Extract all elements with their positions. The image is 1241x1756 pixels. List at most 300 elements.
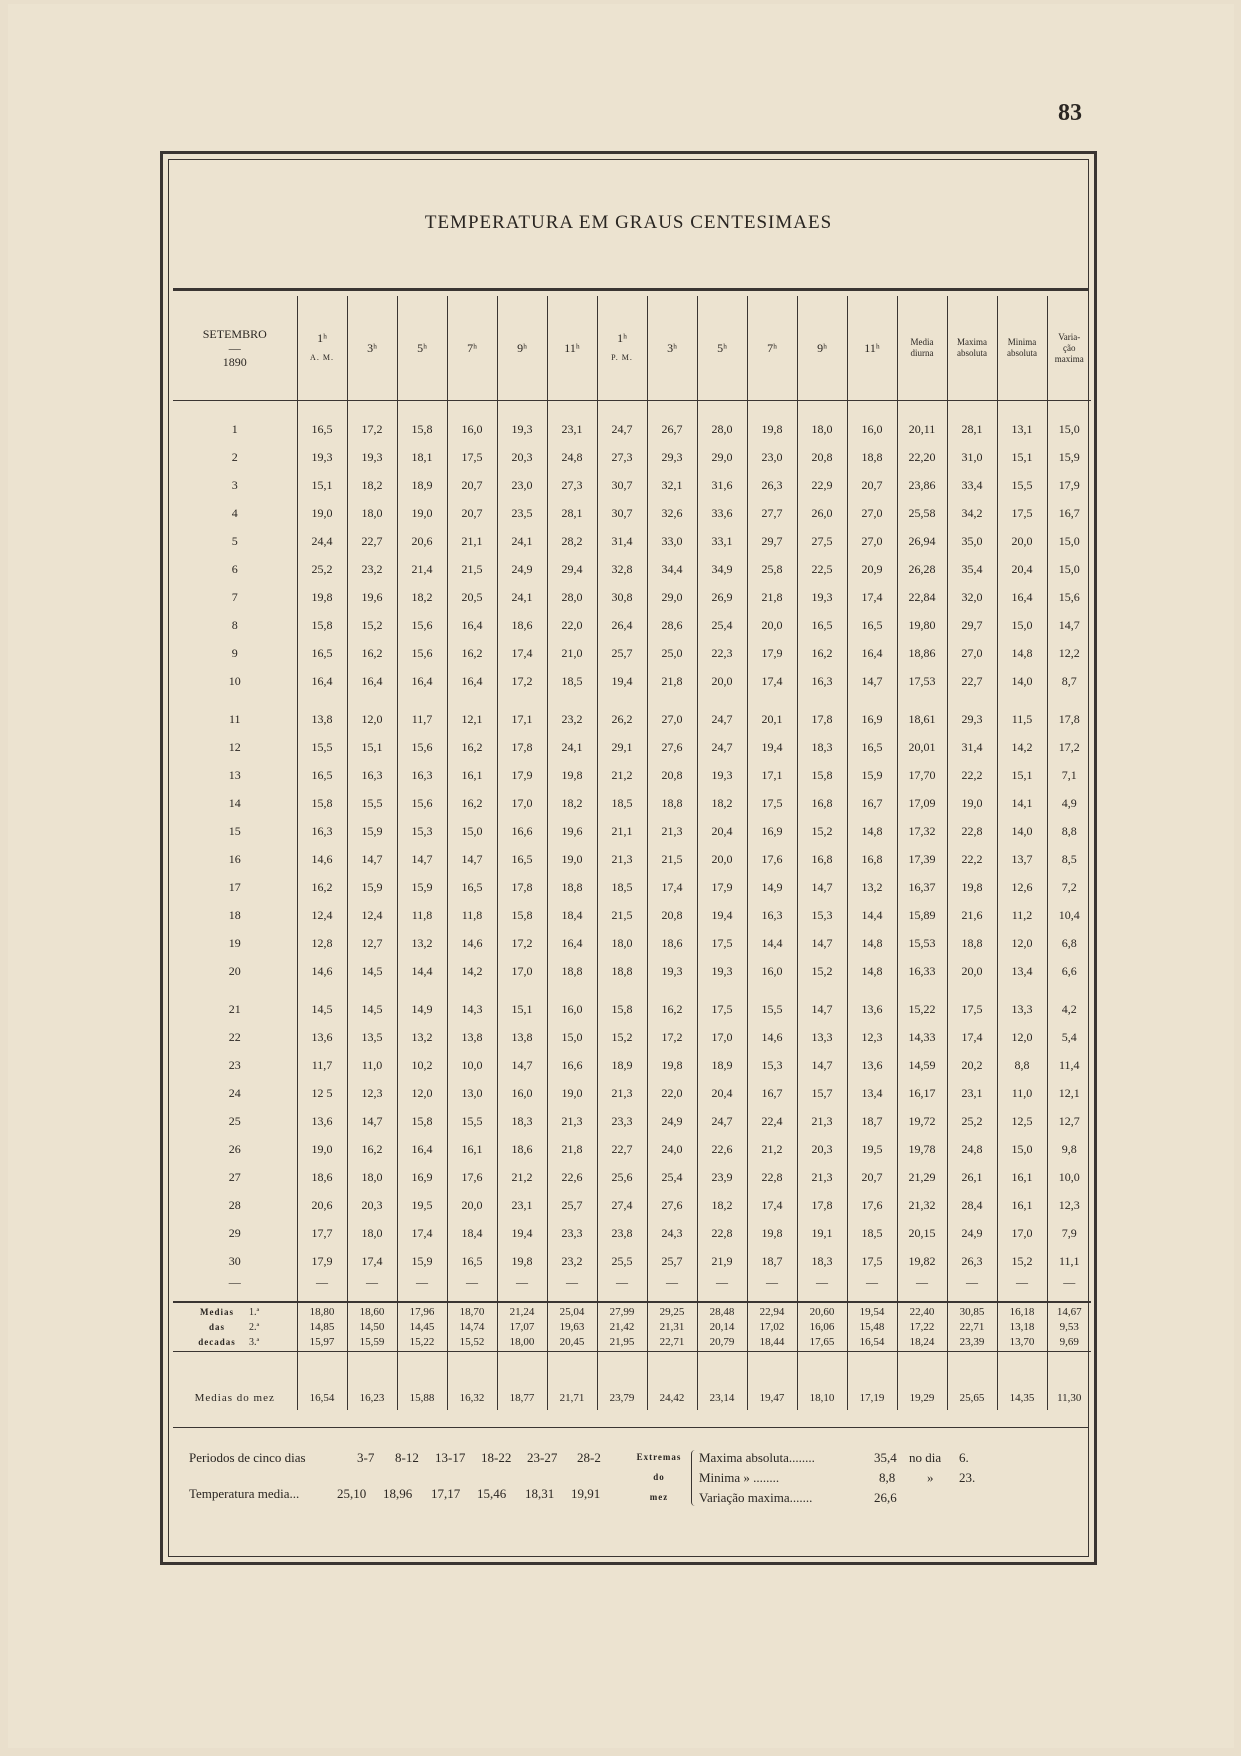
value-cell: 31,0	[947, 443, 997, 471]
decada-mark: 3.ª	[249, 1336, 260, 1348]
value-cell: 14,4	[747, 929, 797, 957]
decada-value: 22,71	[659, 1335, 685, 1348]
value-cell: 19,5	[847, 1135, 897, 1163]
table-row	[173, 985, 1091, 1023]
value-cell: 31,4	[597, 527, 647, 555]
value-cell: 18,8	[947, 929, 997, 957]
value-cell: 17,8	[797, 695, 847, 733]
dash-cell: —	[997, 1275, 1047, 1302]
decada-line	[185, 1320, 297, 1335]
value-cell: 15,8	[797, 761, 847, 789]
value-cell: 17,9	[297, 1247, 347, 1275]
value-cell: 20,3	[797, 1135, 847, 1163]
value-cell: 11,8	[447, 901, 497, 929]
value-cell: 12,0	[347, 695, 397, 733]
maxima-absoluta-label: Maxima absoluta........	[699, 1450, 815, 1465]
decada-cell	[497, 1302, 547, 1352]
value-cell: 23,2	[547, 1247, 597, 1275]
value-cell: 22,6	[697, 1135, 747, 1163]
value-cell: 15,0	[1047, 401, 1091, 444]
value-cell: 17,9	[747, 639, 797, 667]
value-cell: 30,7	[597, 499, 647, 527]
value-cell: 17,9	[1047, 471, 1091, 499]
value-cell: 20,1	[747, 695, 797, 733]
value-cell: 26,3	[947, 1247, 997, 1275]
value-cell: 14,33	[897, 1023, 947, 1051]
value-cell: 16,0	[497, 1079, 547, 1107]
value-cell: 15,6	[1047, 583, 1091, 611]
value-cell: 22,0	[647, 1079, 697, 1107]
decada-value: 9,53	[1059, 1320, 1079, 1333]
value-cell: 15,8	[397, 1107, 447, 1135]
table-row	[173, 1219, 1091, 1247]
day-cell: 17	[228, 879, 241, 894]
decada-line	[185, 1305, 297, 1320]
value-cell: 17,4	[747, 1191, 797, 1219]
value-cell: 20,3	[347, 1191, 397, 1219]
value-cell: 32,0	[947, 583, 997, 611]
value-cell: 7,1	[1047, 761, 1091, 789]
value-cell: 13,5	[347, 1023, 397, 1051]
value-cell: 18,0	[347, 1219, 397, 1247]
value-cell: 17,2	[497, 667, 547, 695]
value-cell: 13,6	[297, 1023, 347, 1051]
value-cell: 28,6	[647, 611, 697, 639]
mez-value: 21,71	[547, 1352, 597, 1411]
value-cell: 28,0	[547, 583, 597, 611]
decada-cell	[397, 1302, 447, 1352]
hour-header: 9ʰ	[497, 296, 547, 401]
periodo-value: 28-2	[577, 1450, 601, 1465]
value-cell: 11,7	[297, 1051, 347, 1079]
mez-value: 18,10	[797, 1352, 847, 1411]
variacao-maxima-label: Variação maxima.......	[699, 1490, 813, 1505]
decada-value: 14,45	[409, 1320, 435, 1333]
decada-cell	[447, 1302, 497, 1352]
decada-value: 21,42	[609, 1320, 635, 1333]
value-cell: 20,01	[897, 733, 947, 761]
decada-cell	[347, 1302, 397, 1352]
decada-cell	[897, 1302, 947, 1352]
value-cell: 16,4	[997, 583, 1047, 611]
decada-cell	[647, 1302, 697, 1352]
value-cell: 8,8	[1047, 817, 1091, 845]
value-cell: 17,8	[797, 1191, 847, 1219]
decada-cell	[597, 1302, 647, 1352]
value-cell: 14,8	[847, 817, 897, 845]
medias-decadas-row	[173, 1302, 1091, 1352]
value-cell: 11,0	[347, 1051, 397, 1079]
value-cell: 19,0	[397, 499, 447, 527]
decada-value: 15,52	[459, 1335, 485, 1348]
value-cell: 16,2	[447, 789, 497, 817]
value-cell: 20,8	[647, 901, 697, 929]
decada-label: decadas	[198, 1336, 236, 1347]
value-cell: 24,7	[597, 401, 647, 444]
day-cell: 28	[228, 1197, 241, 1212]
value-cell: 22,3	[697, 639, 747, 667]
value-cell: 29,4	[547, 555, 597, 583]
mez-value: 19,29	[897, 1352, 947, 1411]
year-label: 1890	[222, 355, 247, 369]
temperature-table	[173, 296, 1091, 1410]
value-cell: 13,2	[397, 1023, 447, 1051]
value-cell: 14,0	[997, 817, 1047, 845]
value-cell: 20,8	[797, 443, 847, 471]
value-cell: 14,6	[447, 929, 497, 957]
value-cell: 4,9	[1047, 789, 1091, 817]
value-cell: 14,7	[797, 929, 847, 957]
hour-header: 1ʰ P. M.	[597, 296, 647, 401]
value-cell: 18,8	[597, 957, 647, 985]
value-cell: 16,9	[747, 817, 797, 845]
value-cell: 18,6	[297, 1163, 347, 1191]
value-cell: 15,2	[997, 1247, 1047, 1275]
value-cell: 19,8	[947, 873, 997, 901]
value-cell: 18,61	[897, 695, 947, 733]
value-cell: 21,3	[647, 817, 697, 845]
value-cell: 17,32	[897, 817, 947, 845]
minima-absoluta-day: 23.	[959, 1470, 976, 1485]
value-cell: 20,6	[397, 527, 447, 555]
value-cell: 29,0	[647, 583, 697, 611]
table-row	[173, 555, 1091, 583]
mez-value: 25,65	[947, 1352, 997, 1411]
table-row	[173, 929, 1091, 957]
value-cell: 14,3	[447, 985, 497, 1023]
day-cell: 8	[231, 617, 238, 632]
value-cell: 15,0	[447, 817, 497, 845]
decada-value: 14,85	[309, 1320, 335, 1333]
value-cell: 14,7	[397, 845, 447, 873]
value-cell: 16,1	[997, 1191, 1047, 1219]
decada-value: 18,00	[509, 1335, 535, 1348]
value-cell: 17,2	[497, 929, 547, 957]
value-cell: 21,5	[447, 555, 497, 583]
dash-cell: —	[447, 1275, 497, 1302]
value-cell: 16,3	[747, 901, 797, 929]
mez-value: 15,88	[397, 1352, 447, 1411]
value-cell: 16,2	[647, 985, 697, 1023]
maxima-absoluta-suffix: no dia	[909, 1450, 942, 1465]
value-cell: 14,7	[797, 985, 847, 1023]
value-cell: 16,9	[397, 1163, 447, 1191]
value-cell: 17,4	[747, 667, 797, 695]
mez-value: 18,77	[497, 1352, 547, 1411]
value-cell: 17,5	[447, 443, 497, 471]
value-cell: 22,2	[947, 761, 997, 789]
variacao-header: Varia- ção maxima	[1047, 296, 1091, 401]
dash-cell: —	[497, 1275, 547, 1302]
value-cell: 22,5	[797, 555, 847, 583]
decada-value: 21,95	[609, 1335, 635, 1348]
table-row	[173, 527, 1091, 555]
value-cell: 17,9	[697, 873, 747, 901]
value-cell: 12,6	[997, 873, 1047, 901]
value-cell: 18,8	[847, 443, 897, 471]
value-cell: 11,1	[1047, 1247, 1091, 1275]
value-cell: 24,0	[647, 1135, 697, 1163]
value-cell: 13,7	[997, 845, 1047, 873]
value-cell: 15,1	[997, 443, 1047, 471]
decada-value: 30,85	[959, 1305, 985, 1318]
value-cell: 8,5	[1047, 845, 1091, 873]
value-cell: 23,2	[347, 555, 397, 583]
temperatura-value: 18,31	[525, 1486, 555, 1501]
value-cell: 15,8	[597, 985, 647, 1023]
value-cell: 19,5	[397, 1191, 447, 1219]
extremas-brace	[691, 1450, 698, 1506]
value-cell: 20,15	[897, 1219, 947, 1247]
value-cell: 20,7	[847, 471, 897, 499]
value-cell: 23,2	[547, 695, 597, 733]
value-cell: 14,8	[847, 929, 897, 957]
value-cell: 16,8	[797, 845, 847, 873]
decada-value: 17,07	[509, 1320, 535, 1333]
table-row	[173, 873, 1091, 901]
value-cell: 7,2	[1047, 873, 1091, 901]
decada-cell	[797, 1302, 847, 1352]
dash-cell: —	[347, 1275, 397, 1302]
value-cell: 24,4	[297, 527, 347, 555]
value-cell: 10,4	[1047, 901, 1091, 929]
day-cell: 6	[231, 561, 238, 576]
mez-value: 11,30	[1047, 1352, 1091, 1411]
value-cell: 17,0	[697, 1023, 747, 1051]
table-row	[173, 1023, 1091, 1051]
value-cell: 33,4	[947, 471, 997, 499]
decada-mark: 1.ª	[249, 1306, 260, 1318]
temperatura-label: Temperatura media...	[189, 1486, 300, 1501]
decada-cell	[847, 1302, 897, 1352]
value-cell: 13,6	[847, 985, 897, 1023]
value-cell: 17,09	[897, 789, 947, 817]
value-cell: 21,8	[747, 583, 797, 611]
value-cell: 16,33	[897, 957, 947, 985]
decada-value: 29,25	[659, 1305, 685, 1318]
minima-absoluta-value: 8,8	[879, 1470, 896, 1485]
value-cell: 19,3	[497, 401, 547, 444]
value-cell: 15,9	[1047, 443, 1091, 471]
value-cell: 12,0	[997, 929, 1047, 957]
value-cell: 24,8	[947, 1135, 997, 1163]
value-cell: 22,7	[947, 667, 997, 695]
value-cell: 26,3	[747, 471, 797, 499]
temperatura-value: 17,17	[431, 1486, 461, 1501]
value-cell: 18,6	[647, 929, 697, 957]
value-cell: 16,2	[797, 639, 847, 667]
value-cell: 20,0	[747, 611, 797, 639]
decada-cell	[1047, 1302, 1091, 1352]
value-cell: 18,3	[497, 1107, 547, 1135]
value-cell: 19,6	[547, 817, 597, 845]
decada-value: 20,45	[559, 1335, 585, 1348]
page-number: 83	[1058, 100, 1082, 126]
day-cell: 22	[228, 1029, 241, 1044]
table-row	[173, 1079, 1091, 1107]
value-cell: 16,9	[847, 695, 897, 733]
periodo-value: 18-22	[481, 1450, 512, 1465]
dash-cell: —	[647, 1275, 697, 1302]
value-cell: 27,0	[647, 695, 697, 733]
value-cell: 22,9	[797, 471, 847, 499]
value-cell: 18,0	[597, 929, 647, 957]
value-cell: 15,1	[347, 733, 397, 761]
mez-value: 16,23	[347, 1352, 397, 1411]
value-cell: 21,8	[547, 1135, 597, 1163]
value-cell: 18,9	[697, 1051, 747, 1079]
value-cell: 15,3	[397, 817, 447, 845]
value-cell: 12,0	[397, 1079, 447, 1107]
value-cell: 20,4	[697, 1079, 747, 1107]
value-cell: 22,7	[597, 1135, 647, 1163]
value-cell: 12,3	[347, 1079, 397, 1107]
value-cell: 13,4	[847, 1079, 897, 1107]
value-cell: 27,6	[647, 1191, 697, 1219]
decada-cell	[947, 1302, 997, 1352]
decada-value: 17,22	[909, 1320, 935, 1333]
decada-value: 20,14	[709, 1320, 735, 1333]
media-diurna-header: Media diurna	[897, 296, 947, 401]
value-cell: 15,8	[297, 611, 347, 639]
value-cell: 24,8	[547, 443, 597, 471]
value-cell: 31,4	[947, 733, 997, 761]
table-row	[173, 789, 1091, 817]
value-cell: 24,3	[647, 1219, 697, 1247]
periodo-value: 13-17	[435, 1450, 466, 1465]
value-cell: 19,3	[797, 583, 847, 611]
value-cell: 21,0	[547, 639, 597, 667]
value-cell: 16,5	[847, 733, 897, 761]
value-cell: 13,0	[447, 1079, 497, 1107]
value-cell: 19,8	[647, 1051, 697, 1079]
decada-value: 20,79	[709, 1335, 735, 1348]
minima-absoluta-label: Minima » ........	[699, 1470, 780, 1485]
value-cell: 24,1	[497, 583, 547, 611]
value-cell: 17,8	[497, 873, 547, 901]
value-cell: 17,0	[497, 789, 547, 817]
value-cell: 18,6	[497, 611, 547, 639]
value-cell: 16,2	[447, 639, 497, 667]
value-cell: 19,4	[597, 667, 647, 695]
value-cell: 17,6	[747, 845, 797, 873]
value-cell: 26,94	[897, 527, 947, 555]
table-row	[173, 1163, 1091, 1191]
value-cell: 19,72	[897, 1107, 947, 1135]
value-cell: 20,0	[697, 845, 747, 873]
day-cell: 5	[231, 533, 238, 548]
value-cell: 22,4	[747, 1107, 797, 1135]
value-cell: 27,5	[797, 527, 847, 555]
value-cell: 15,9	[347, 873, 397, 901]
value-cell: 14,4	[397, 957, 447, 985]
value-cell: 17,39	[897, 845, 947, 873]
value-cell: 18,9	[597, 1051, 647, 1079]
value-cell: 17,2	[647, 1023, 697, 1051]
table-frame	[160, 151, 1097, 1565]
day-cell: 27	[228, 1169, 241, 1184]
periodo-value: 23-27	[527, 1450, 558, 1465]
value-cell: 14,2	[997, 733, 1047, 761]
value-cell: 21,8	[647, 667, 697, 695]
value-cell: 17,4	[947, 1023, 997, 1051]
decada-value: 18,44	[759, 1335, 785, 1348]
value-cell: 16,17	[897, 1079, 947, 1107]
value-cell: 29,1	[597, 733, 647, 761]
value-cell: 17,6	[447, 1163, 497, 1191]
value-cell: 18,5	[597, 789, 647, 817]
value-cell: 15,9	[397, 873, 447, 901]
decada-value: 14,74	[459, 1320, 485, 1333]
value-cell: 13,6	[847, 1051, 897, 1079]
value-cell: 21,3	[797, 1107, 847, 1135]
value-cell: 17,4	[347, 1247, 397, 1275]
value-cell: 35,0	[947, 527, 997, 555]
value-cell: 14,8	[847, 957, 897, 985]
value-cell: 14,5	[297, 985, 347, 1023]
temperatura-value: 18,96	[383, 1486, 413, 1501]
value-cell: 18,3	[797, 1247, 847, 1275]
value-cell: 16,2	[297, 873, 347, 901]
value-cell: 16,7	[747, 1079, 797, 1107]
value-cell: 18,8	[647, 789, 697, 817]
value-cell: 20,9	[847, 555, 897, 583]
value-cell: 16,4	[297, 667, 347, 695]
value-cell: 17,0	[997, 1219, 1047, 1247]
decada-value: 19,63	[559, 1320, 585, 1333]
decada-value: 13,70	[1009, 1335, 1035, 1348]
value-cell: 21,1	[597, 817, 647, 845]
table-row	[173, 1135, 1091, 1163]
decada-value: 17,65	[809, 1335, 835, 1348]
value-cell: 15,3	[797, 901, 847, 929]
decada-value: 14,50	[359, 1320, 385, 1333]
day-cell: 3	[231, 477, 238, 492]
value-cell: 14,0	[997, 667, 1047, 695]
value-cell: 21,2	[497, 1163, 547, 1191]
value-cell: 18,2	[547, 789, 597, 817]
value-cell: 21,6	[947, 901, 997, 929]
value-cell: 15,5	[747, 985, 797, 1023]
value-cell: 15,9	[397, 1247, 447, 1275]
decada-value: 18,60	[359, 1305, 385, 1318]
value-cell: 17,4	[397, 1219, 447, 1247]
value-cell: 16,5	[297, 761, 347, 789]
decada-value: 22,94	[759, 1305, 785, 1318]
value-cell: 22,7	[347, 527, 397, 555]
value-cell: 25,4	[697, 611, 747, 639]
extremas-label: Extremas	[636, 1452, 682, 1462]
value-cell: 26,1	[947, 1163, 997, 1191]
value-cell: 8,7	[1047, 667, 1091, 695]
periodo-value: 8-12	[395, 1450, 419, 1465]
value-cell: 22,0	[547, 611, 597, 639]
value-cell: 16,4	[547, 929, 597, 957]
medias-mez-label: Medias do mez	[173, 1352, 297, 1411]
value-cell: 21,3	[597, 845, 647, 873]
minima-absoluta-suffix: »	[927, 1470, 934, 1485]
maxima-absoluta-day: 6.	[959, 1450, 969, 1465]
value-cell: 27,3	[547, 471, 597, 499]
table-row	[173, 1107, 1091, 1135]
decada-value: 21,31	[659, 1320, 685, 1333]
day-cell: 26	[228, 1141, 241, 1156]
value-cell: 25,4	[647, 1163, 697, 1191]
mez-value: 16,54	[297, 1352, 347, 1411]
value-cell: 22,6	[547, 1163, 597, 1191]
value-cell: 15,5	[447, 1107, 497, 1135]
value-cell: 17,1	[747, 761, 797, 789]
